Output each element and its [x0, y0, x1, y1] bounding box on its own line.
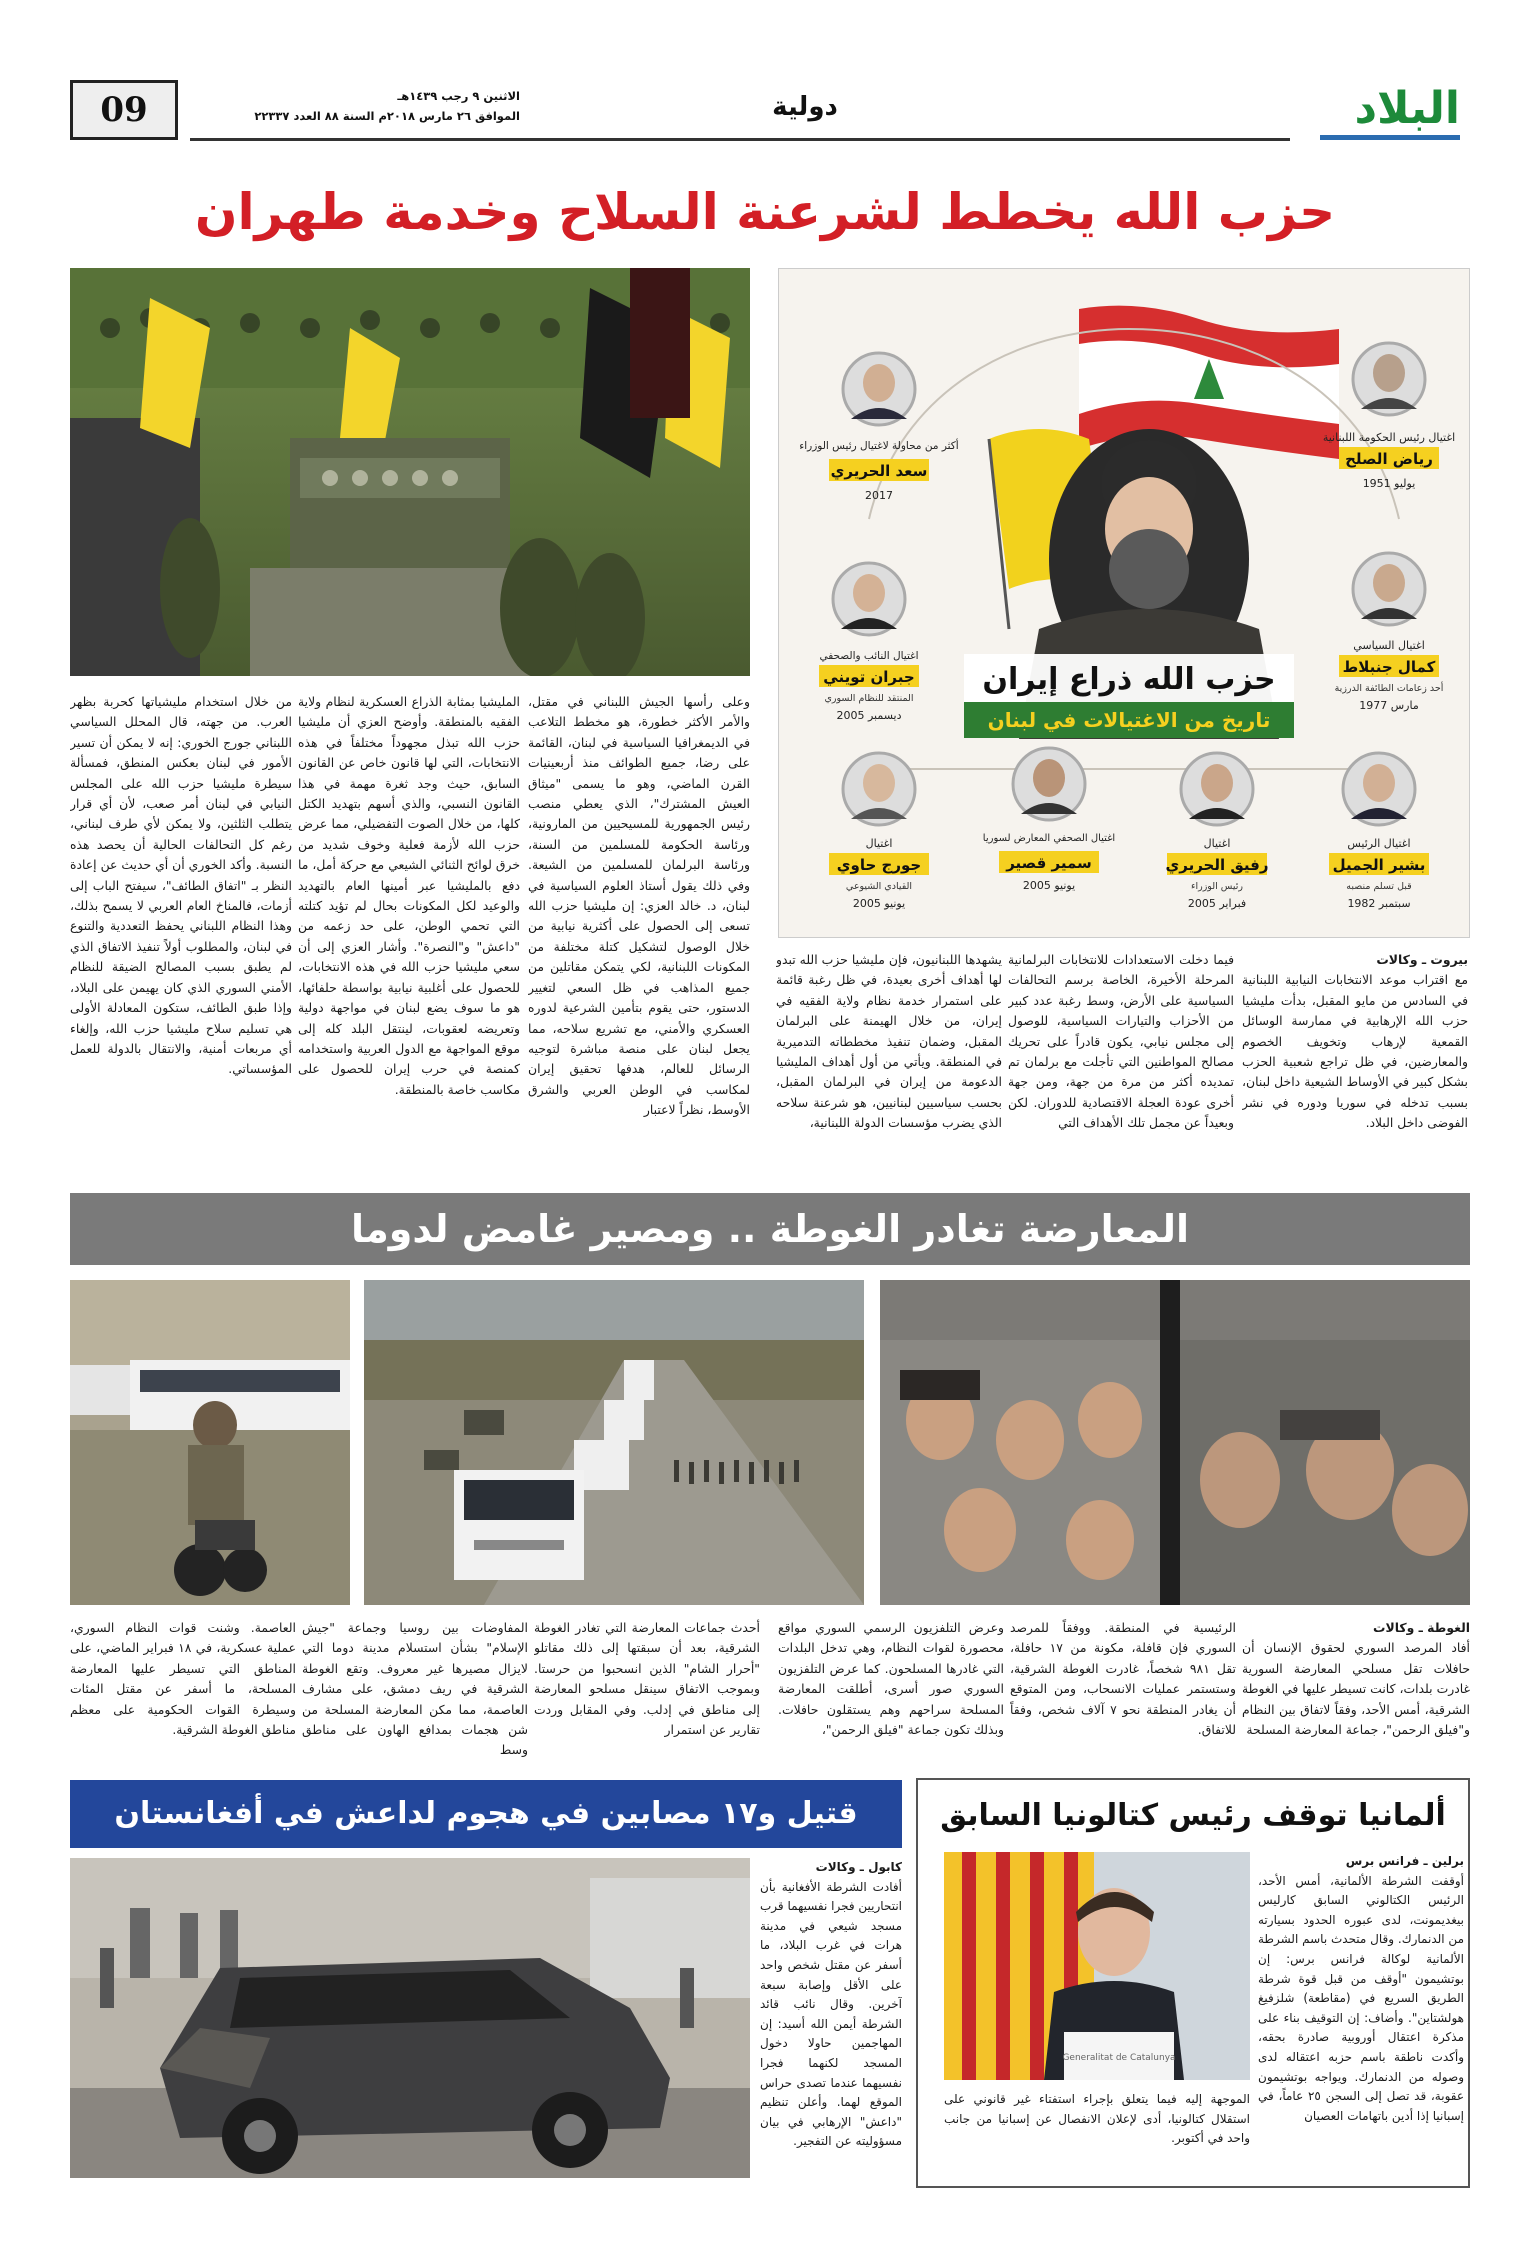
item-2-label: اغتيال السياسي	[1353, 639, 1425, 652]
article2-col5	[302, 1618, 528, 1770]
article1-col4	[528, 692, 750, 1220]
portrait-2	[1353, 553, 1425, 625]
item-1-name: رياض الصلح	[1345, 450, 1433, 468]
item-4-label: اغتيال	[1203, 837, 1231, 850]
podium-text: Generalitat de Catalunya	[1062, 2053, 1176, 2063]
article3-text: أوقفت الشرطة الألمانية، أمس الأحد، الرئيس الكتالوني السابق كارليس بيغديمونت، لدى عبوره الحدود بسيارته من الدنمارك. وقال متحدث باسم الشرطة الألمانية لوكالة فرانس برس: إن بوتشيمون "أوقف من قبل قوة شرطة الطريق السريع في (مقاطعة) شلزفيغ هولشتاين". وأضاف: إن التوقيف بناء على مذكرة اعتقال أوروبية صادرة بحقه، وأكدت ناطقة باسم حزبه اعتقاله لدى وصوله من الدنمارك. ويواجه بوتشيمون عقوبة، قد تصل إلى السجن ٢٥ عاماً، في إسبانيا إذا أدين باتهامات العصيان	[1258, 1873, 1464, 2123]
item-8-label: أكثر من محاولة لاغتيال رئيس الوزراء	[799, 440, 959, 452]
item-3-date: سبتمبر 1982	[1347, 897, 1411, 910]
article4-banner	[70, 1780, 902, 1848]
article2-headline: المعارضة تغادر الغوطة .. ومصير غامض لدوما	[350, 1207, 1190, 1251]
article2-col5-text: المفاوضات بين روسيا وجماعة "جيش الإسلام" بشأن استسلام مدينة دوما التي لايزال مصيرها غير معروف. وتقع الغوطة الشرقية في ريف دمشق، على مشارف العاصمة، مما مكن المعارضة المسلحة من شن هجمات بمدافع الهاون على مناطق وسط	[302, 1620, 528, 1758]
portrait-7	[833, 563, 905, 635]
item-6-label: اغتيال	[865, 837, 893, 850]
article2-col6-text: العاصمة. وشنت قوات النظام السوري، عملية عسكرية، في ١٨ فبراير الماضي، على المناطق التي تسيطر عليها المعارضة المسلحة، ما أسفر عن مقتل المئات وسيطرة القوات الحكومية على معظم مناطق الغوطة الشرقية.	[70, 1620, 296, 1738]
article1-col5	[298, 692, 520, 1220]
infographic-graphic	[779, 269, 1470, 938]
article4-byline: كابول ـ وكالات	[815, 1860, 902, 1874]
article2-col6	[70, 1618, 296, 1770]
article2-byline: الغوطة ـ وكالات	[1373, 1620, 1470, 1635]
section-title: دولية	[772, 92, 838, 122]
article3-headline: ألمانيا توقف رئيس كتالونيا السابق	[940, 1798, 1446, 1833]
article1-col4-text: وعلى رأسها الجيش اللبناني في مقتل، والأمر الأكثر خطورة، هو مخطط التلاعب في الديمغرافيا السياسية في لبنان، القائمة على رضا، جميع الطوائف منذ أربعينيات القرن الماضي، وهو ما يسمى "ميثاق العيش المشترك"، الذي يعطي منصب رئيس الجمهورية للمسيحيين من المارونية، ورئاسة الحكومة للمسلمين من السنة، ورئاسة البرلمان للمسلمين من الشيعة. وفي ذلك يقول أستاذ العلوم السياسية في لبنان، د. خالد العزي: إن مليشيا حزب الله تسعى إلى الحصول على أكثرية نيابية من خلال الوصول لتشكيل كتلة مختلفة من المكونات اللبنانية، لكي يتمكن مقاتلين من جميع المذاهب في ظل السعي لتغيير الدستور، حتى يقوم بتأمين الشرعية لدوره العسكري والأمني، مع تشريع سلاحه، مما يجعل لبنان على منصة مباشرة لتوجيه الرسائل للعالم، هدفها تحقيق إيران لمكاسب في الوطن العربي والشرق الأوسط، نظراً لاعتبار	[528, 694, 750, 1118]
item-4-date: فبراير 2005	[1187, 897, 1247, 910]
item-7-name: جبران تويني	[823, 668, 915, 686]
article2-col3-text: وعرض التلفزيون الرسمي السوري مواقع محصورة لقوات النظام، وهي تدخل البلدات التي غادرها المسلحون. كما عرض التلفزيون السوري صور أسرى، أطلقت المعارضة المسلحة سراحهم وهم يستقلون حافلات. وبذلك تكون جماعة "فيلق الرحمن"،	[778, 1620, 1004, 1738]
item-8-date: 2017	[865, 489, 893, 502]
logo-underline	[1320, 135, 1460, 140]
article3-text-col2	[944, 2090, 1250, 2180]
portrait-6	[843, 753, 915, 825]
article1-col6-text: من خلال استخدام مليشياتها كحربة بظهر العرب. من جهته، قال المحلل السياسي اللبناني جورج الخوري: إنه لا يمكن أن تسير الأمور في لبنان بعكس المنطق، فمسألة سيطرة مليشيا حزب الله على المجلس النيابي في لبنان أمر صعب، لأن أي قرار يتطلب الثلثين، ولا يمكن لأي طرف لبناني، رغم كل التحالفات الحالية أن يحصد هذه النسبة. وأكد الخوري أن أي حديث عن إعادة النظر بـ "اتفاق الطائف"، سيفتح الباب إلى أزمات، فالمناخ العام العربي لا يسمح بذلك، وهذا النظام اللبناني يحفظ التعددية والتنوع في لبنان، والمطلوب أولاً تنفيذ الاتفاق الذي لم يطبق بسبب المصالح الضيقة للنظام الأمني السوري الذي كان يهيمن على البلاد، وإذا طبق الطائف، ستكون المعادلة الأولى هي تسليم سلاح مليشيا حزب الله، وإلغاء أي مربعات أمنية، والانتقال بالدولة للعمل المؤسساتي.	[70, 694, 292, 1077]
item-4-name: رفيق الحريري	[1165, 856, 1269, 874]
article2-col4	[534, 1618, 760, 1770]
item-3-label: اغتيال الرئيس	[1347, 837, 1411, 850]
portrait-5	[1013, 748, 1085, 820]
item-1-date: يوليو 1951	[1362, 477, 1416, 490]
parade-photo	[70, 268, 750, 676]
article2-col2	[1010, 1618, 1236, 1770]
item-7-sub: المنتقد للنظام السوري	[824, 693, 914, 704]
infographic-title: حزب الله ذراع إيران	[982, 662, 1276, 697]
newspaper-logo	[1310, 80, 1460, 140]
article2-col2-text: الرئيسية في المنطقة. ووفقاً للمرصد السوري فإن قافلة، مكونة من ١٧ حافلة، تقل ٩٨١ شخصاً، غادرت الغوطة الشرقية، وستستمر عمليات الانسحاب، ومن المتوقع أن يغادر المنطقة نحو ٧ آلاف شخص، وفقاً للاتفاق.	[1010, 1620, 1236, 1738]
date-block	[190, 86, 520, 126]
article1-col1-text: مع اقتراب موعد الانتخابات النيابية اللبنانية في السادس من مايو المقبل، بدأت مليشيا حزب الله الإرهابية في ممارسة الوسائل القمعية لإرهاب وتخويف الخصوم والمعارضين، في ظل تراجع شعبية الحزب بشكل كبير في الأوساط الشيعية داخل لبنان، بسبب تدخله في سوريا ودوره في نشر الفوضى داخل البلاد.	[1242, 972, 1468, 1131]
item-8-name: سعد الحريري	[830, 462, 928, 480]
puigdemont-photo	[944, 1852, 1250, 2080]
page-number-box	[70, 80, 178, 140]
article2-col1-text: أفاد المرصد السوري لحقوق الإنسان أن حافلات تقل مسلحي المعارضة السورية غادرت بلدات، كانت تسيطر عليها في الغوطة الشرقية، أمس الأحد، وفقاً لاتفاق بين النظام و"فيلق الرحمن"، جماعة المعارضة المسلحة	[1242, 1640, 1470, 1738]
item-1-label: اغتيال رئيس الحكومة اللبنانية	[1322, 431, 1456, 444]
item-6-date: يونيو 2005	[852, 897, 906, 910]
article1-col6	[70, 692, 292, 1220]
item-2-date: مارس 1977	[1359, 699, 1419, 712]
date-line-2: الموافق ٢٦ مارس ٢٠١٨م السنة ٨٨ العدد ٢٢٣٣٧	[254, 109, 520, 123]
article3-text-col	[1258, 1852, 1464, 2172]
article2-banner	[70, 1193, 1470, 1265]
article2-col4-text: أحدث جماعات المعارضة التي تغادر الغوطة الشرقية، بعد أن سبقتها إلى ذلك مقاتلو "أحرار الشام" الذين انسحبوا من حرستا. وبموجب الاتفاق سينقل مسلحو المعارضة إلى مناطق في إدلب. وفي المقابل وردت تقارير عن استمرار	[534, 1620, 760, 1738]
article1-col3	[776, 950, 1002, 1220]
item-5-name: سمير قصير	[1006, 854, 1092, 872]
article4-text: أفادت الشرطة الأفغانية بأن انتحاريين فجرا نفسيهما قرب مسجد شيعي في مدينة هرات في غرب البلاد، ما أسفر عن مقتل شخص واحد على الأقل وإصابة سبعة آخرين. وقال نائب قائد الشرطة أيمن الله أسيد: إن المهاجمين حاولا دخول المسجد لكنهما فجرا نفسيهما عندما تصدى حراس الموقع لهما. وأعلن تنظيم "داعش" الإرهابي في بيان مسؤوليته عن التفجير.	[760, 1879, 902, 2149]
article1-col1	[1242, 950, 1468, 1220]
assassinations-infographic	[778, 268, 1470, 938]
item-2-sub: أحد زعامات الطائفة الدرزية	[1334, 683, 1444, 694]
item-2-name: كمال جنبلاط	[1342, 658, 1436, 676]
article2-col3	[778, 1618, 1004, 1770]
portrait-3	[1343, 753, 1415, 825]
portrait-4	[1181, 753, 1253, 825]
article1-col2-text: فيما دخلت الاستعدادات للانتخابات البرلمانية المرحلة الأخيرة، الخاصة برسم التحالفات السياسية على الأرض، وسط رغبة عدد كبير من الأحزاب والتيارات السياسية، للوصول إلى مجلس نيابي، يكون قادراً على تحريك مصالح المواطنين التي تأجلت مع برلمان تم تمديده أكثر من مرة من جهة، ومن جهة أخرى عودة العجلة الاقتصادية للدوران. لكن وبعيداً عن مجمل تلك الأهداف التي	[1008, 952, 1234, 1131]
article3-text2: الموجهة إليه فيما يتعلق بإجراء استفتاء غير قانوني على استقلال كتالونيا، أدى لإعلان الانفصال عن إسبانيا من جانب واحد في أكتوبر.	[944, 2092, 1250, 2146]
page-number: 09	[100, 90, 148, 130]
article1-headline: حزب الله يخطط لشرعنة السلاح وخدمة طهران	[194, 183, 1336, 241]
item-4-sub: رئيس الوزراء	[1191, 881, 1243, 892]
motorcycle-soldier-photo	[70, 1280, 350, 1605]
item-6-sub: القيادي الشيوعي	[845, 881, 913, 892]
masthead	[70, 80, 1460, 152]
article4-text-col	[760, 1858, 902, 2176]
bus-window-children-photo	[880, 1280, 1470, 1605]
article1-byline: بيروت ـ وكالات	[1376, 952, 1468, 967]
item-3-sub: قبل تسلم منصبه	[1346, 881, 1412, 892]
article3-box	[916, 1778, 1470, 2188]
date-line-1: الاثنين ٩ رجب ١٤٣٩هـ	[397, 89, 520, 103]
damaged-car-photo	[70, 1858, 750, 2178]
bus-convoy-photo	[364, 1280, 864, 1605]
item-7-date: ديسمبر 2005	[836, 709, 902, 722]
portrait-8	[843, 353, 915, 425]
article1-col2	[1008, 950, 1234, 1220]
item-5-date: يونيو 2005	[1022, 879, 1076, 892]
item-7-label: اغتيال النائب والصحفي	[819, 650, 919, 662]
article4-headline: قتيل و١٧ مصابين في هجوم لداعش في أفغانستان	[114, 1796, 858, 1831]
item-6-name: جورج حاوي	[836, 856, 922, 874]
infographic-subtitle: تاريخ من الاغتيالات في لبنان	[987, 708, 1271, 732]
masthead-rule	[190, 138, 1290, 141]
article1-col3-text: يشهدها اللبنانيون، فإن مليشيا حزب الله تبدو لها أهداف أخرى بعيدة، في ظل رغبة قائمة على استمرار خدمة نظام ولاية الفقيه في إيران، من خلال الهيمنة على البرلمان المقبل، وضمان تنفيذ مخططاته التدميرية في المنطقة. ويأتي من أول أهداف المليشيا الدعومة من إيران في البرلمان المقبل، بحسب سياسيين لبنانيين، هو شرعنة سلاحه الذي يضرب مؤسسات الدولة اللبنانية،	[776, 952, 1002, 1131]
article3-byline: برلين ـ فرانس برس	[1345, 1854, 1464, 1868]
article2-col1	[1242, 1618, 1470, 1770]
item-5-label: اغتيال الصحفي المعارض لسوريا	[982, 833, 1116, 844]
article1-col5-text: المليشيا بمثابة الذراع العسكرية لنظام ولاية الفقيه بالمنطقة. وأوضح العزي أن مليشيا حزب الله تبذل مجهوداً مختلفاً في هذه الانتخابات، التي لها قانون خاص عن القانون السابق، حيث وجد ثغرة مهمة في هذا القانون النسبي، والذي أسهم بتهديد الكتل كلها، من خلال الصوت التفضيلي، مما عرض حزب الله لأزمة فعلية وخوف شديد من خرق لوائح الثنائي الشيعي مع حركة أمل، ما دفع بالمليشيا عبر أمينها العام بالتهديد والوعيد لكل المكونات بحال لم تؤيد كتلته التي تحمي الوطن، على حد زعمه من "داعش" و"النصرة". وأشار العزي إلى أن سعي مليشيا حزب الله في هذه الانتخابات، للحصول على أغلبية نيابية بواسطة حلفائها، هو ما سوف يضع لبنان في مواجهة دولية وتعريضه لعقوبات، لينتقل البلد كله إلى موقع المواجهة مع الدول العربية واستخدامه كمنصة في حرب إيران للحصول على مكاسب خاصة بالمنطقة.	[298, 694, 520, 1097]
item-3-name: بشير الجميل	[1332, 856, 1426, 874]
logo-text: البلاد	[1354, 83, 1460, 134]
portrait-1	[1353, 343, 1425, 415]
